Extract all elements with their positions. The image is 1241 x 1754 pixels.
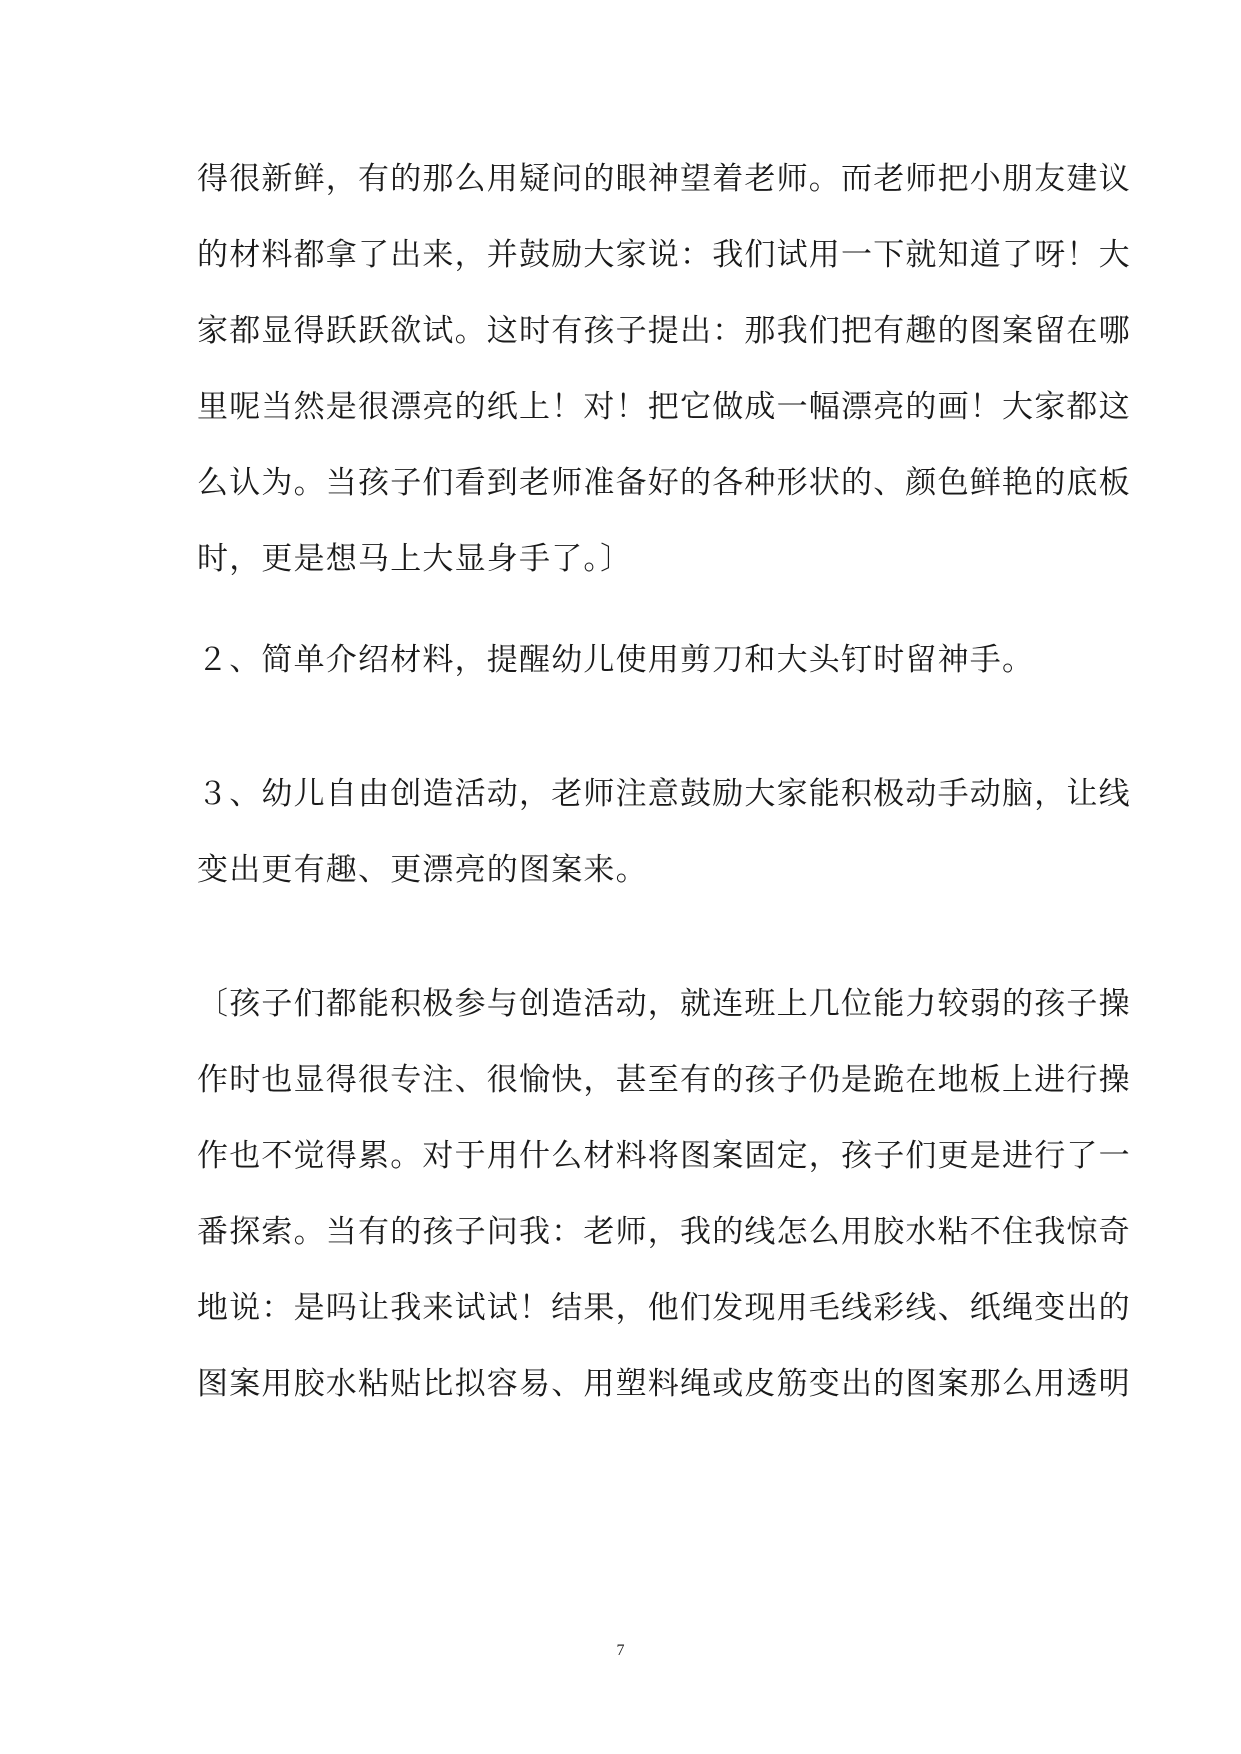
text-line: 番探索。当有的孩子问我：老师，我的线怎么用胶水粘不住我惊奇 xyxy=(197,1214,1131,1250)
text-line: 〔孩子们都能积极参与创造活动，就连班上几位能力较弱的孩子操 xyxy=(197,986,1131,1022)
paragraph-3 xyxy=(197,756,1131,908)
text-line: 家都显得跃跃欲试。这时有孩子提出：那我们把有趣的图案留在哪 xyxy=(197,313,1131,349)
text-line: 变出更有趣、更漂亮的图案来。 xyxy=(197,852,648,888)
text-line: 作也不觉得累。对于用什么材料将图案固定，孩子们更是进行了一 xyxy=(197,1138,1131,1174)
text-line: 作时也显得很专注、很愉快，甚至有的孩子仍是跪在地板上进行操 xyxy=(197,1062,1131,1098)
text-line: 的材料都拿了出来，并鼓励大家说：我们试用一下就知道了呀！大 xyxy=(197,237,1131,273)
text-line: 么认为。当孩子们看到老师准备好的各种形状的、颜色鲜艳的底板 xyxy=(197,465,1131,501)
text-line: ３、幼儿自由创造活动，老师注意鼓励大家能积极动手动脑，让线 xyxy=(197,776,1131,812)
text-line: 图案用胶水粘贴比拟容易、用塑料绳或皮筋变出的图案那么用透明 xyxy=(197,1366,1131,1402)
paragraph-1 xyxy=(197,141,1131,597)
text-line: 地说：是吗让我来试试！结果，他们发现用毛线彩线、纸绳变出的 xyxy=(197,1290,1131,1326)
text-line: 得很新鲜，有的那么用疑问的眼神望着老师。而老师把小朋友建议 xyxy=(197,161,1131,197)
text-line: 里呢当然是很漂亮的纸上！对！把它做成一幅漂亮的画！大家都这 xyxy=(197,389,1131,425)
text-line: ２、简单介绍材料，提醒幼儿使用剪刀和大头钉时留神手。 xyxy=(197,642,1035,678)
paragraph-2 xyxy=(197,622,1047,698)
paragraph-4 xyxy=(197,966,1131,1422)
text-line: 时，更是想马上大显身手了。〕 xyxy=(197,541,633,577)
page-number: 7 xyxy=(616,1642,625,1659)
